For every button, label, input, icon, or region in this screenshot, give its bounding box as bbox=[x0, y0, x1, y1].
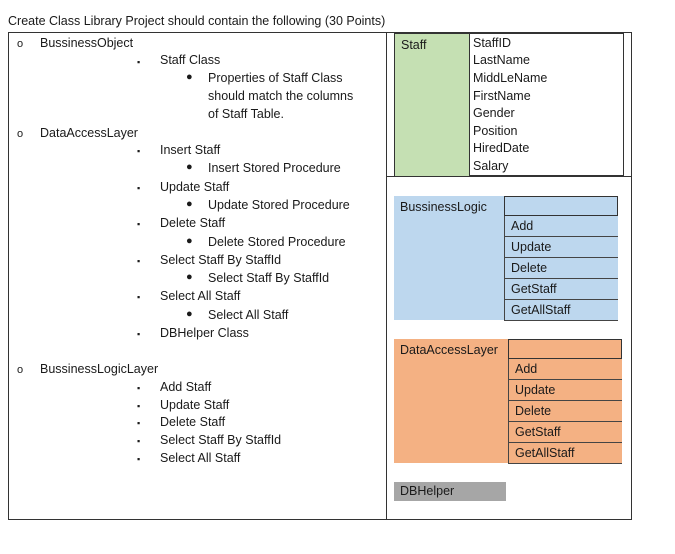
method-row: GetStaff bbox=[504, 279, 618, 300]
dot-bullet-icon: ● bbox=[186, 308, 193, 320]
circle-bullet-icon: o bbox=[17, 128, 24, 140]
business-logic-label: BussinessLogic bbox=[400, 200, 487, 214]
sub-list-item: Insert Stored Procedure bbox=[208, 161, 341, 175]
square-bullet-icon: ▪ bbox=[137, 183, 141, 193]
square-bullet-icon: ▪ bbox=[137, 146, 141, 156]
method-row: Add bbox=[504, 216, 618, 237]
square-bullet-icon: ▪ bbox=[137, 454, 141, 464]
circle-bullet-icon: o bbox=[17, 364, 24, 376]
list-item: Update Staff bbox=[160, 398, 230, 412]
business-logic-box bbox=[394, 196, 618, 320]
list-item: Select All Staff bbox=[160, 289, 241, 303]
method-row: Update bbox=[508, 380, 622, 401]
sub-list-item: Update Stored Procedure bbox=[208, 198, 350, 212]
sub-list-item: Delete Stored Procedure bbox=[208, 235, 346, 249]
data-access-layer-label: DataAccessLayer bbox=[400, 343, 498, 357]
method-row: GetAllStaff bbox=[508, 443, 622, 464]
list-item: Select Staff By StaffId bbox=[160, 433, 282, 447]
staff-column: StaffID bbox=[473, 36, 511, 50]
method-row: Update bbox=[504, 237, 618, 258]
db-helper-box bbox=[394, 482, 506, 501]
square-bullet-icon: ▪ bbox=[137, 329, 141, 339]
staff-table-label-cell bbox=[395, 34, 469, 177]
column-divider bbox=[386, 32, 387, 520]
dot-bullet-icon: ● bbox=[186, 161, 193, 173]
square-bullet-icon: ▪ bbox=[137, 57, 141, 67]
staff-column: Position bbox=[473, 124, 518, 138]
staff-column: Gender bbox=[473, 106, 515, 120]
staff-column: HiredDate bbox=[473, 141, 530, 155]
square-bullet-icon: ▪ bbox=[137, 401, 141, 411]
staff-column: LastName bbox=[473, 53, 530, 67]
method-row: Delete bbox=[504, 258, 618, 279]
square-bullet-icon: ▪ bbox=[137, 418, 141, 428]
square-bullet-icon: ▪ bbox=[137, 436, 141, 446]
page-title: Create Class Library Project should contain the following (30 Points) bbox=[8, 14, 386, 28]
method-row: Add bbox=[508, 359, 622, 380]
list-item: Insert Staff bbox=[160, 143, 221, 157]
dot-bullet-icon: ● bbox=[186, 271, 193, 283]
staff-table bbox=[394, 33, 624, 176]
dot-bullet-icon: ● bbox=[186, 235, 193, 247]
staff-column: MiddLeName bbox=[473, 71, 548, 85]
staff-table-label: Staff bbox=[401, 38, 427, 52]
section-heading-data-access-layer: DataAccessLayer bbox=[40, 126, 138, 140]
square-bullet-icon: ▪ bbox=[137, 219, 141, 229]
sub-list-item: Select All Staff bbox=[208, 308, 289, 322]
sub-list-item: Properties of Staff Class bbox=[208, 71, 343, 85]
dot-bullet-icon: ● bbox=[186, 71, 193, 83]
db-helper-label: DBHelper bbox=[400, 484, 455, 498]
staff-column: FirstName bbox=[473, 89, 531, 103]
square-bullet-icon: ▪ bbox=[137, 383, 141, 393]
method-row: Delete bbox=[508, 401, 622, 422]
list-item: Delete Staff bbox=[160, 415, 226, 429]
list-item: Select All Staff bbox=[160, 451, 241, 465]
data-access-layer-box bbox=[394, 339, 622, 463]
list-item: Staff Class bbox=[160, 53, 221, 67]
dot-bullet-icon: ● bbox=[186, 198, 193, 210]
square-bullet-icon: ▪ bbox=[137, 292, 141, 302]
circle-bullet-icon: o bbox=[17, 38, 24, 50]
list-item: Add Staff bbox=[160, 380, 212, 394]
staff-column: Salary bbox=[473, 159, 509, 173]
method-row: GetStaff bbox=[508, 422, 622, 443]
section-heading-business-object: BussinessObject bbox=[40, 36, 134, 50]
method-row: GetAllStaff bbox=[504, 300, 618, 321]
sub-list-item: of Staff Table. bbox=[208, 107, 284, 121]
list-item: Delete Staff bbox=[160, 216, 226, 230]
list-item: Update Staff bbox=[160, 180, 230, 194]
list-item: DBHelper Class bbox=[160, 326, 249, 340]
sub-list-item: Select Staff By StaffId bbox=[208, 271, 330, 285]
section-heading-business-logic-layer: BussinessLogicLayer bbox=[40, 362, 159, 376]
list-item: Select Staff By StaffId bbox=[160, 253, 282, 267]
square-bullet-icon: ▪ bbox=[137, 256, 141, 266]
sub-list-item: should match the columns bbox=[208, 89, 354, 103]
